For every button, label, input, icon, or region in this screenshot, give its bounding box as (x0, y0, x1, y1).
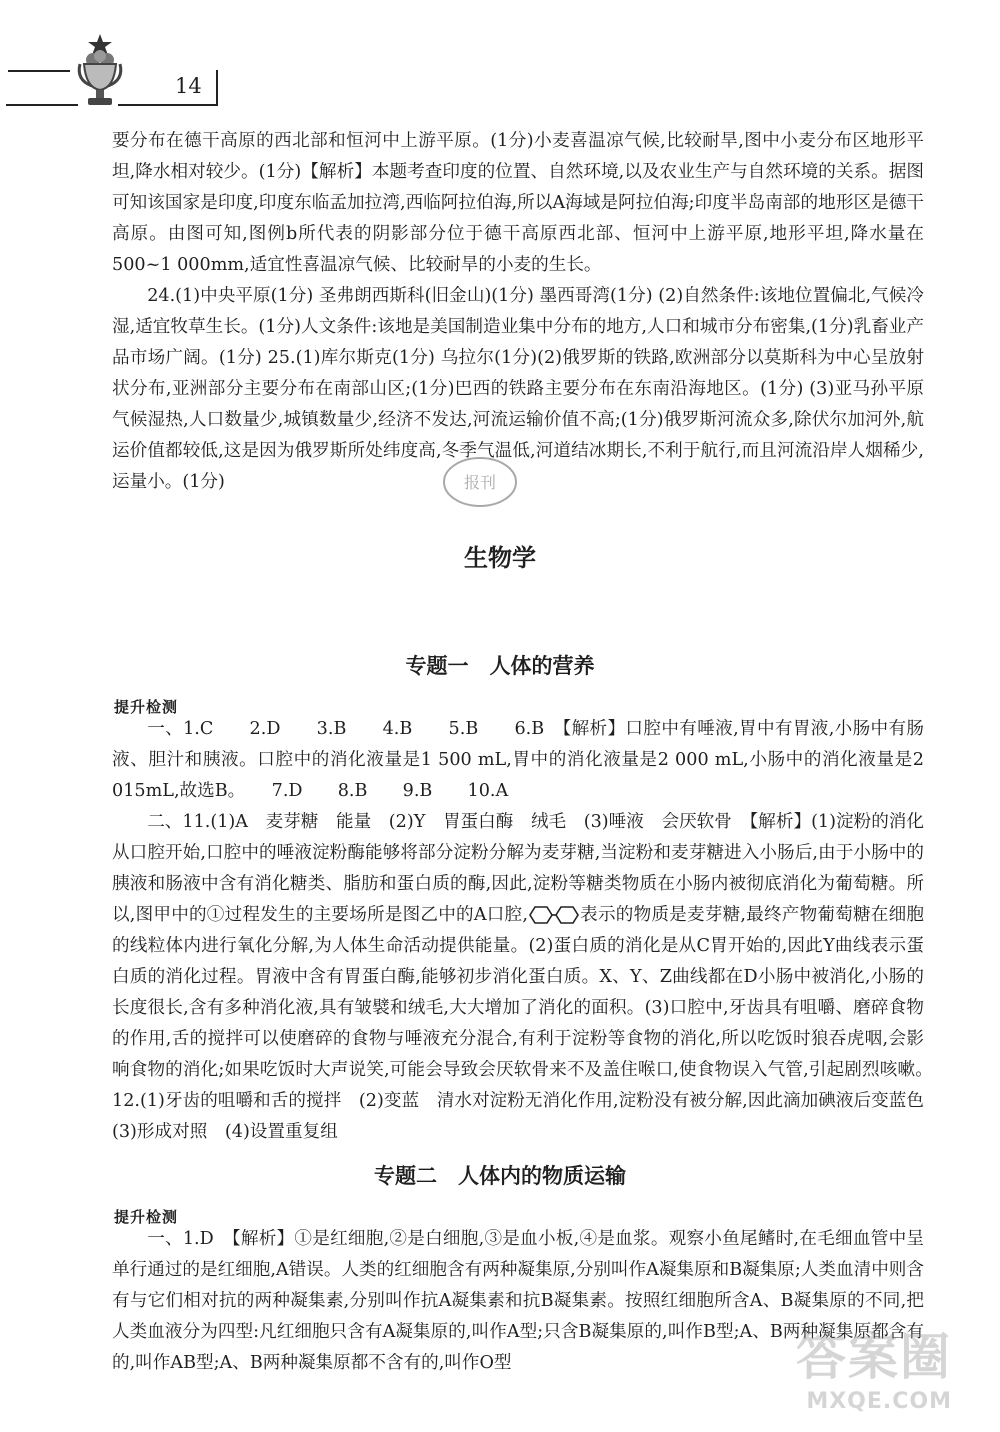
header-rule-left (8, 70, 70, 72)
subject-title: 生物学 (464, 544, 536, 572)
watermark-logo-text: 答案圈 (796, 1328, 952, 1386)
topic2-paragraph-1: 一、1.D 【解析】①是红细胞,②是白细胞,③是血小板,④是血浆。观察小鱼尾鳍时,在毛细血管中呈单行通过的是红细胞,A错误。人类的红细胞含有两种凝集原,分别叫作A凝集原和B凝集原;人类血清中则含有与它们相对抗的两种凝集素,分别叫作抗A凝集素和抗B凝集素。按照红细胞所含A、B凝集原的不同,把人类血液分为四型:凡红细胞只含有A凝集原的,叫作A型;只含B凝集原的,叫作B型;A、B两种凝集原都含有的,叫作AB型;A、B两种凝集原都不含有的,叫作O型 (112, 1229, 924, 1373)
page-header (0, 0, 1000, 115)
topic1-paragraph-2-start: 二、11.(1)A 麦芽糖 能量 (2)Y 胃蛋白酶 绒毛 (3)唾液 会厌软骨 【解析】(1)淀粉的消化从口腔开始,口腔中的唾液淀粉酶能够将部分淀粉分解为麦芽糖,当淀粉和麦芽糖进入小肠后,由于小肠中的胰液和肠液中含有消化糖类、脂肪和蛋白质的酶,因此,淀粉等糖类物质在小肠内被彻底消化为葡萄糖。所以,图甲中的①过程发生的主要场所是图乙中的A口腔, (112, 812, 924, 925)
header-rule-tick (216, 70, 218, 106)
header-rule-right (118, 104, 218, 106)
topic1-paragraph-2-end: 表示的物质是麦芽糖,最终产物葡萄糖在细胞的线粒体内进行氧化分解,为人体生命活动提供能量。(2)蛋白质的消化是从C胃开始的,因此Y曲线表示蛋白质的消化过程。胃液中含有胃蛋白酶,能够初步消化蛋白质。X、Y、Z曲线都在D小肠中被消化,小肠的长度很长,含有多种消化液,具有皱襞和绒毛,大大增加了消化的面积。(3)口腔中,牙齿具有咀嚼、磨碎食物的作用,舌的搅拌可以使磨碎的食物与唾液充分混合,有利于淀粉等食物的消化,所以吃饭时狼吞虎咽,会影响食物的消化;如果吃饭时大声说笑,可能会导致会厌软骨来不及盖住喉口,使食物误入气管,引起剧烈咳嗽。 12.(1)牙齿的咀嚼和舌的搅拌 (2)变蓝 清水对淀粉无消化作用,淀粉没有被分解,因此滴加碘液后变蓝色 (3)形成对照 (4)设置重复组 (112, 905, 942, 1142)
page-number: 14 (175, 74, 202, 98)
topic1-paragraph-2 (112, 807, 942, 1148)
geography-paragraph-1: 要分布在德干高原的西北部和恒河中上游平原。(1分)小麦喜温凉气候,比较耐旱,图中小麦分布区地形平坦,降水相对较少。(1分)【解析】本题考查印度的位置、自然环境,以及农业生产与自然环境的关系。据图可知该国家是印度,印度东临孟加拉湾,西临阿拉伯海,所以A海域是阿拉伯海;印度半岛南部的地形区是德干高原。由图可知,图例b所代表的阴影部分位于德干高原西北部、恒河中上游平原,地形平坦,降水量在500~1 000mm,适宜性喜温凉气候、比较耐旱的小麦的生长。 (112, 131, 924, 275)
geography-paragraph-2: 24.(1)中央平原(1分) 圣弗朗西斯科(旧金山)(1分) 墨西哥湾(1分) (2)自然条件:该地位置偏北,气候冷湿,适宜牧草生长。(1分)人文条件:该地是美国制造业集中分布的地方,人口和城市分布密集,(1分)乳畜业产品市场广阔。(1分) 25.(1)库尔斯克(1分) 乌拉尔(1分)(2)俄罗斯的铁路,欧洲部分以莫斯科为中心呈放射状分布,亚洲部分主要分布在南部山区;(1分)巴西的铁路主要分布在东南沿海地区。(1分) (3)亚马孙平原气候湿热,人口数量少,城镇数量少,经济不发达,河流运输价值不高;(1分)俄罗斯河流众多,除伏尔加河外,航运价值都较低,这是因为俄罗斯所处纬度高,冬季气温低,河道结冰期长,不利于航行,而且河流沿岸人烟稀少,运量小。(1分) (112, 286, 924, 492)
topic2-title: 专题二 人体内的物质运输 (374, 1164, 626, 1188)
stamp-icon (440, 452, 520, 512)
topic1-title: 专题一 人体的营养 (405, 654, 595, 678)
topic1-section-label: 提升检测 (114, 698, 179, 716)
geography-answers (112, 126, 924, 498)
maltose-hexagon-icon (528, 905, 580, 925)
topic2-section-label: 提升检测 (114, 1208, 179, 1226)
topic1-paragraph-1: 一、1.C 2.D 3.B 4.B 5.B 6.B 【解析】口腔中有唾液,胃中有胃液,小肠中有肠液、胆汁和胰液。口腔中的消化液量是1 500 mL,胃中的消化液量是2 000 mL,小肠中的消化液量是2 015mL,故选B。 7.D 8.B 9.B 10.A (112, 719, 924, 801)
topic1-answers (112, 714, 942, 1148)
watermark (796, 1317, 952, 1414)
trophy-icon (60, 30, 140, 110)
header-rule-underline (6, 104, 78, 106)
svg-text:报刊: 报刊 (463, 473, 497, 492)
watermark-url: MXQE.COM (806, 1389, 952, 1414)
